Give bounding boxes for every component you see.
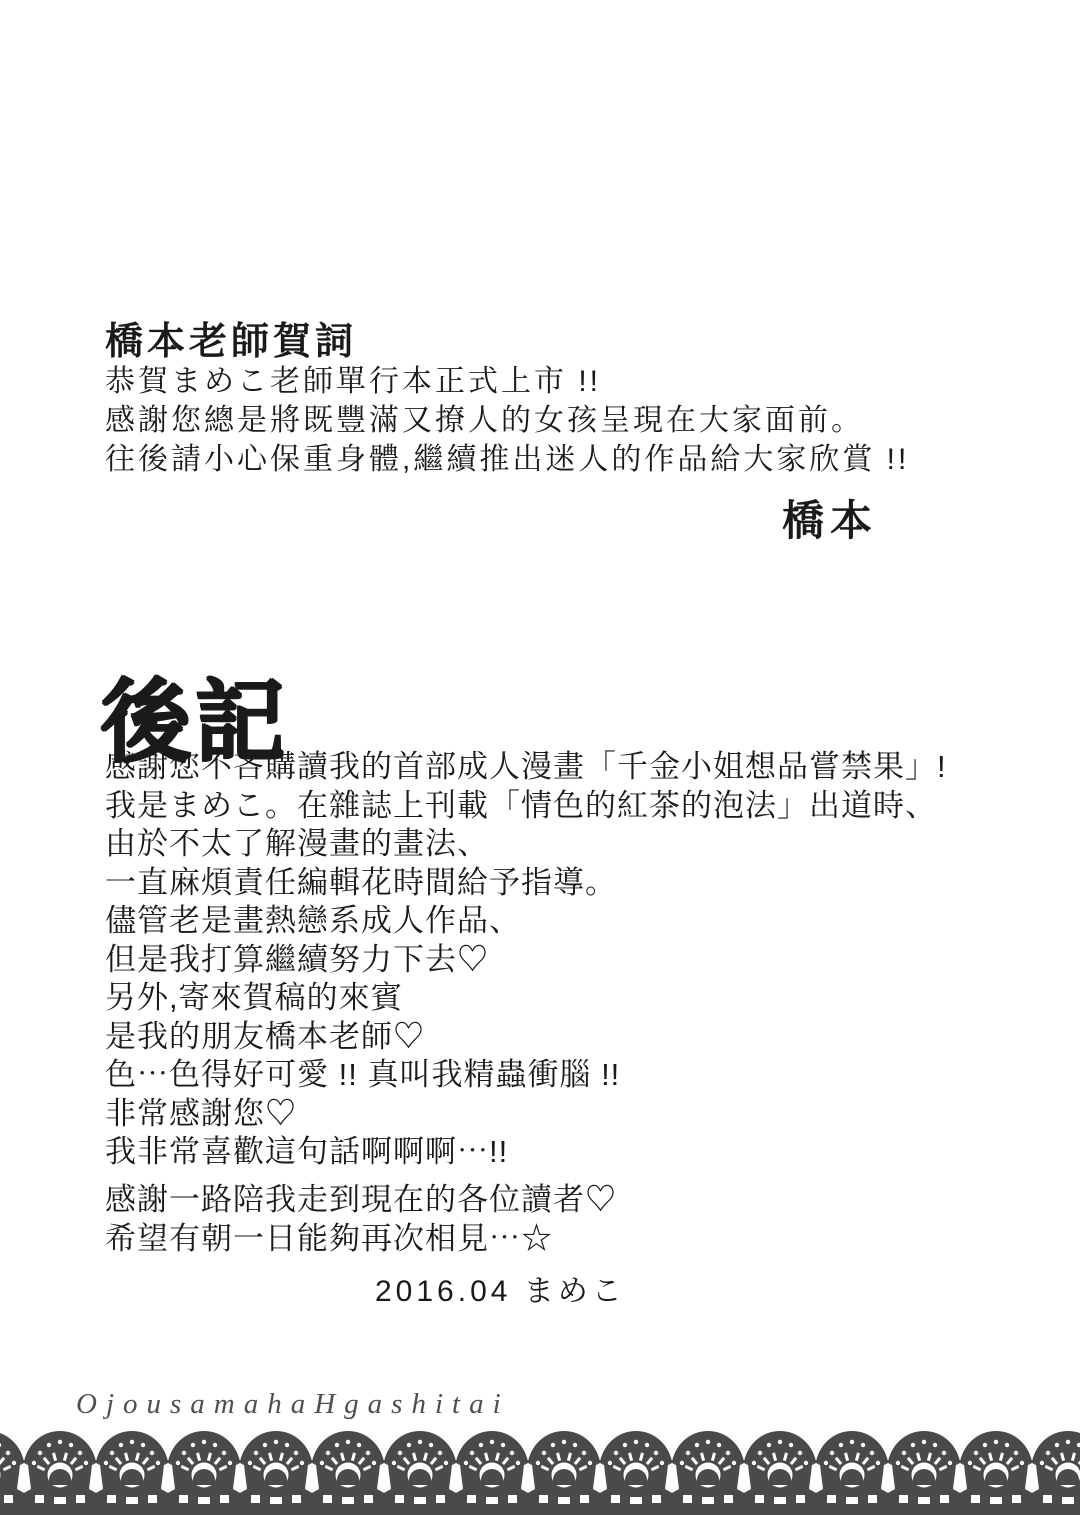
greeting-line: 感謝您總是將既豐滿又撩人的女孩呈現在大家面前。: [105, 404, 864, 437]
greeting-body: [105, 362, 909, 479]
afterword-body: [105, 748, 947, 1172]
greeting-line: 往後請小心保重身體,繼續推出迷人的作品給大家欣賞 !!: [105, 443, 910, 476]
greeting-heading: 橋本老師賀詞: [105, 321, 358, 363]
date-signature: 2016.04 まめこ: [375, 1275, 626, 1308]
afterword-line: 是我的朋友橋本老師♡: [105, 1018, 425, 1054]
lace-border-decoration: [0, 1427, 1080, 1515]
afterword-heading: 後記: [100, 672, 288, 772]
greeting-signature: 橋本: [782, 497, 879, 544]
afterword-line: 感謝一路陪我走到現在的各位讀者♡: [105, 1182, 617, 1217]
afterword-line: 由於不太了解漫畫的畫法、: [105, 826, 489, 861]
greeting-line: 恭賀まめこ老師單行本正式上市 !!: [105, 365, 602, 398]
afterword-line: 感謝您不吝購讀我的首部成人漫畫「千金小姐想品嘗禁果」!: [105, 749, 947, 784]
afterword-line: 一直麻煩責任編輯花時間給予指導。: [105, 864, 617, 900]
afterword-line: 儘管老是畫熱戀系成人作品、: [105, 903, 521, 938]
afterword-line: 我是まめこ。在雜誌上刊載「情色的紅茶的泡法」出道時、: [105, 787, 937, 823]
afterword-line: 我非常喜歡這句話啊啊啊⋯!!: [105, 1134, 509, 1169]
afterword-line: 色⋯色得好可愛 !! 真叫我精蟲衝腦 !!: [105, 1057, 621, 1092]
afterword-line: 非常感謝您♡: [105, 1095, 297, 1131]
romaji-title: OjousamahaHgashitai: [76, 1388, 510, 1420]
afterword-line: 但是我打算繼續努力下去♡: [105, 941, 489, 977]
afterword-closing: [105, 1180, 617, 1258]
afterword-line: 希望有朝一日能夠再次相見⋯☆: [105, 1221, 553, 1256]
afterword-line: 另外,寄來賀稿的來賓: [105, 980, 403, 1015]
